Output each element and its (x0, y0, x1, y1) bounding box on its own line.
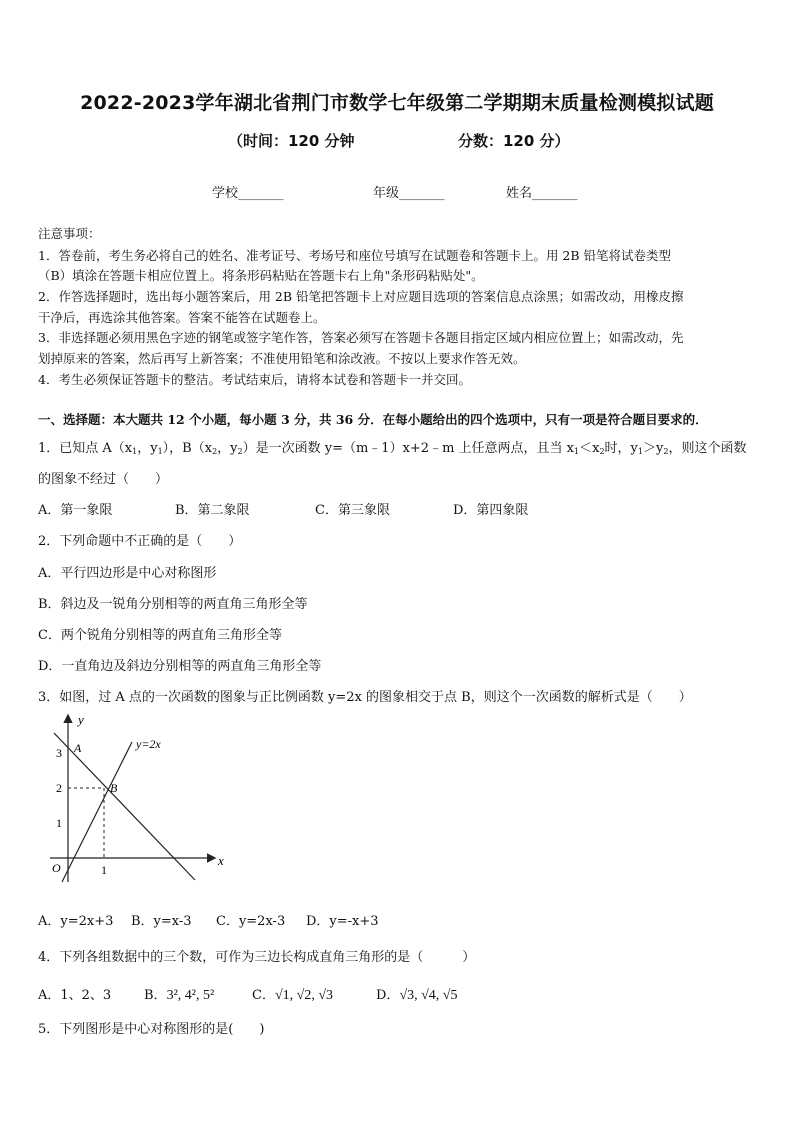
y-axis-label: y (78, 712, 84, 727)
question-3-option-b: B．y=x-3 (131, 914, 192, 929)
question-5-stem: 5．下列图形是中心对称图形的是( ) (38, 1022, 265, 1037)
line-label: y=2x (136, 737, 161, 751)
notes-line: 4．考生必须保证答题卡的整洁。考试结束后，请将本试卷和答题卡一并交回。 (38, 372, 471, 387)
school-field: 学校_______ (212, 186, 284, 201)
notes-line: 划掉原来的答案，然后再写上新答案；不准使用铅笔和涂改液。不按以上要求作答无效。 (38, 351, 526, 366)
question-3-figure (40, 710, 240, 886)
y-tick-1: 1 (56, 816, 62, 830)
question-1-option-c: C．第三象限 (315, 503, 390, 518)
question-1-option-d: D．第四象限 (453, 503, 529, 518)
line-y-2x (62, 742, 132, 882)
question-2-option-d: D．一直角边及斜边分别相等的两直角三角形全等 (38, 659, 322, 674)
notes-line: 2．作答选择题时，选出每小题答案后，用 2B 铅笔把答题卡上对应题目选项的答案信息点涂黑；如需改动，用橡皮擦 (38, 289, 684, 304)
question-4-option-d: D．√3, √4, √5 (376, 988, 458, 1003)
question-4-option-b: B．3², 4², 5² (144, 988, 215, 1003)
question-4-stem: 4．下列各组数据中的三个数，可作为三边长构成直角三角形的是（ ） (38, 950, 476, 965)
y-tick-2: 2 (56, 781, 62, 795)
question-1-stem-line2: 的图象不经过（ ） (38, 472, 169, 487)
question-2-stem: 2．下列命题中不正确的是（ ） (38, 534, 242, 549)
notes-line: 干净后，再选涂其他答案。答案不能答在试题卷上。 (38, 310, 326, 325)
question-4-option-c: C．√1, √2, √3 (252, 988, 334, 1003)
exam-score: 分数：120 分） (458, 132, 570, 150)
question-2-option-c: C．两个锐角分别相等的两直角三角形全等 (38, 628, 282, 643)
origin-label: O (52, 861, 61, 875)
page-title: 2022-2023学年湖北省荆门市数学七年级第二学期期末质量检测模拟试题 (80, 92, 714, 114)
question-3-stem: 3．如图，过 A 点的一次函数的图象与正比例函数 y=2x 的图象相交于点 B，则这个一次函数的解析式是（ ） (38, 690, 692, 705)
y-tick-3: 3 (56, 746, 62, 760)
notes-line: 3．非选择题必须用黑色字迹的钢笔或签字笔作答，答案必须写在答题卡各题目指定区域内相应位置上；如需改动，先 (38, 330, 684, 345)
section-heading: 一、选择题：本大题共 12 个小题，每小题 3 分，共 36 分．在每小题给出的四个选项中，只有一项是符合题目要求的． (38, 412, 708, 427)
question-4-option-a: A．1、2、3 (38, 988, 112, 1003)
exam-time: （时间：120 分钟 (228, 132, 355, 150)
x-axis-label: x (218, 853, 224, 868)
question-3-option-a: A．y=2x+3 (38, 914, 114, 929)
notes-line: （B）填涂在答题卡相应位置上。将条形码粘贴在答题卡右上角"条形码粘贴处"。 (38, 268, 484, 283)
name-field: 姓名_______ (506, 186, 578, 201)
question-3-option-c: C．y=2x-3 (216, 914, 286, 929)
point-a-label: A (74, 741, 82, 755)
question-1-option-a: A．第一象限 (38, 503, 113, 518)
question-2-option-b: B．斜边及一锐角分别相等的两直角三角形全等 (38, 597, 308, 612)
question-1-stem: 1．已知点 $A(x_1$，$y_1$），$B(x_2$，$y_2$）是一次函数 y=（m﹣1）x+2﹣m 上任意两点，且当 $x_1<x_2$时，$y_1>y_2$，则这个函数 (38, 441, 747, 456)
point-b-label: B (110, 781, 118, 795)
question-2-option-a: A．平行四边形是中心对称图形 (38, 566, 217, 581)
question-1-option-b: B．第二象限 (175, 503, 250, 518)
notes-line: 1．答卷前，考生务必将自己的姓名、准考证号、考场号和座位号填写在试题卷和答题卡上。用 2B 铅笔将试卷类型 (38, 248, 672, 263)
notes-heading: 注意事项： (38, 226, 101, 241)
question-3-option-d: D．y=-x+3 (306, 914, 379, 929)
x-tick-1: 1 (101, 863, 107, 877)
grade-field: 年级_______ (373, 186, 445, 201)
